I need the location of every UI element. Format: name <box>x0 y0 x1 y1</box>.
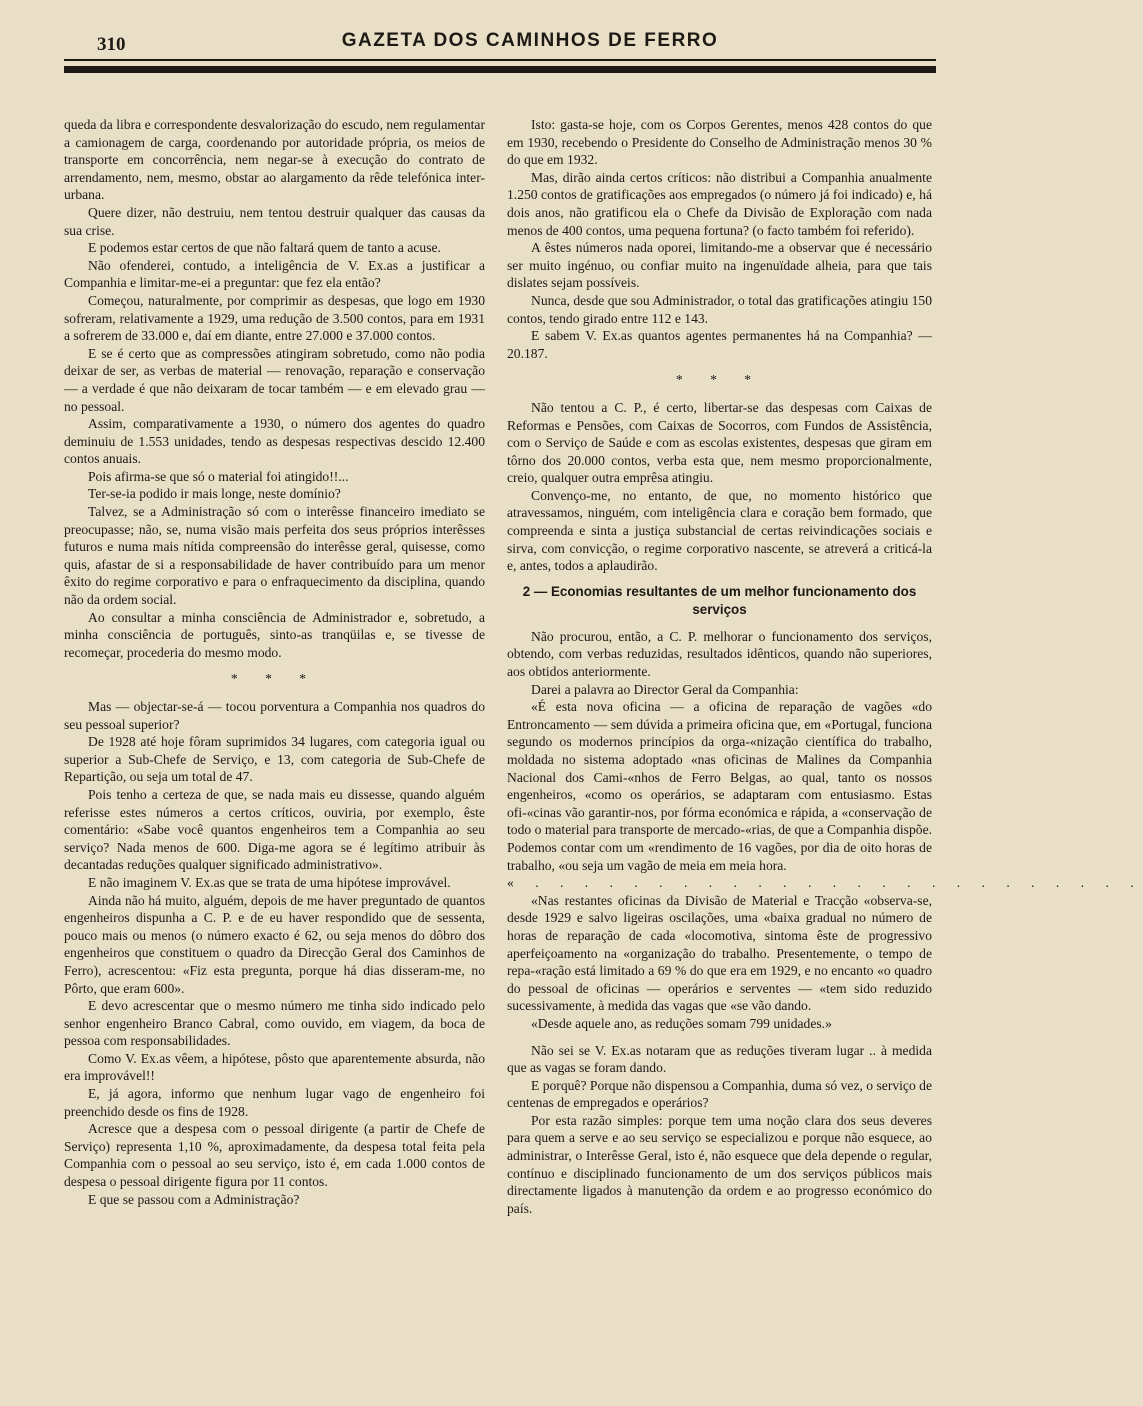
paragraph: E devo acrescentar que o mesmo número me tinha sido indicado pelo senhor engenheiro Branco Cabral, como ouvido, em viagem, da boca de pessoa com responsabilidades. <box>64 998 485 1049</box>
page-number: 310 <box>97 34 126 55</box>
quoted-paragraph: «Nas restantes oficinas da Divisão de Material e Tracção «observa-se, desde 1929 e salvo ligeiras oscilações, uma «baixa gradual no número de horas de reparação de cada «locomotiva, sintoma êste de progressivo aperfeiçoamento na «organização do trabalho. Presentemente, o tempo de repa-«ração está limitado a 69 % do que era em 1929, e no encanto «o quadro do pessoal de oficinas — operários e serventes — «tem sido reduzido sucessivamente, à medida das vagas que «se vão dando. <box>507 892 932 1014</box>
paragraph: Nunca, desde que sou Administrador, o total das gratificações atingiu 150 contos, tendo girado entre 112 e 143. <box>507 292 932 326</box>
paragraph: Não procurou, então, a C. P. melhorar o funcionamento dos serviços, obtendo, com verbas reduzidas, resultados idênticos, quando não superiores, aos obtidos anteriormente. <box>507 628 932 680</box>
paragraph: Por esta razão simples: porque tem uma noção clara dos seus deveres para quem a serve e ao seu serviço se especializou e porque não esquece, ao administrar, o Interêsse Geral, isto é, não esquece que dela depende o regular, contínuo e disciplinado funcionamento de um dos serviços públicos mais directamente ligados à manutenção da ordem e ao progresso económico do país. <box>507 1112 932 1216</box>
paragraph: Talvez, se a Administração só com o interêsse financeiro imediato se preocupasse; não, se, numa visão mais perfeita dos seus próprios interêsses futuros e numa mais nítida compreensão do interêsse geral, quisesse, como quis, afastar de si a responsabilidade de haver contribuído para um menor êxito do regime corporativo e para o enfraquecimento da disciplina, quando não da ordem social. <box>64 504 485 608</box>
right-column <box>507 116 1143 1217</box>
section-separator: * * * <box>230 671 319 687</box>
quoted-paragraph: «É esta nova oficina — a oficina de reparação de vagões «do Entroncamento — sem dúvida a primeira oficina que, em «Portugal, funciona segundo os modernos princípios da orga-«nização científica do trabalho, moldada no sistema adoptado «nas oficinas de Malines da Companhia Nacional dos Cami-«nhos de Ferro Belgas, ao qual, tanto os nossos engenheiros, «como os operários, se adaptaram com entusiasmo. Estas ofi-«cinas vão garantir-nos, por fórma económica e rápida, a «conservação de todo o material para transporte de mercado-«rias, de que a Companhia dispõe. Podemos contar com um «rendimento de 16 vagões, por dia de oito horas de trabalho, «ou seja um vagão de meia em meia hora. <box>507 699 932 873</box>
paragraph: Começou, naturalmente, por comprimir as despesas, que logo em 1930 sofreram, relativamente a 1929, uma redução de 3.500 contos, para em 1931 a sofrerem de 33.000 e, daí em diante, entre 27.000 e 37.000 contos. <box>64 292 485 344</box>
paragraph: Pois tenho a certeza de que, se nada mais eu dissesse, quando alguém referisse estes números a certos críticos, ouviria, por exemplo, êste comentário: «Sabe você quantos engenheiros tem a Companhia ao seu serviço? Nada menos de 600. Diga-me agora se é legítimo atribuir às decantadas reduções qualquer significado administrativo». <box>64 786 485 873</box>
paragraph: Ter-se-ia podido ir mais longe, neste domínio? <box>88 486 341 502</box>
paragraph: E não imaginem V. Ex.as que se trata de uma hipótese improvável. <box>88 874 451 890</box>
paragraph: E podemos estar certos de que não faltará quem de tanto a acuse. <box>88 240 441 256</box>
paragraph: Acresce que a despesa com o pessoal dirigente (a partir de Chefe de Serviço) representa 1,10 %, aproximadamente, da despesa total feita pela Companhia com o pessoal ao seu serviço, isto é, em cada 1.000 contos de despesa o pessoal dirigente figura por 11 contos. <box>64 1121 485 1190</box>
section-heading: 2 — Economias resultantes de um melhor funcionamento dos serviços <box>522 583 917 617</box>
paragraph: Não ofenderei, contudo, a inteligência de V. Ex.as a justificar a Companhia e limitar-me-ei a preguntar: que fez ela então? <box>64 257 485 291</box>
paragraph: Como V. Ex.as vêem, a hipótese, pôsto que aparentemente absurda, não era improvável!! <box>64 1050 485 1084</box>
section-separator: * * * <box>675 372 764 388</box>
paragraph: E sabem V. Ex.as quantos agentes permanentes há na Companhia? — 20.187. <box>507 328 932 361</box>
paragraph: Assim, comparativamente a 1930, o número dos agentes do quadro deminuiu de 1.553 unidades, tendo as despesas respectivas descido 12.400 contos anuais. <box>64 416 485 467</box>
paragraph: E se é certo que as compressões atingiram sobretudo, como não podia deixar de ser, as verbas de material — renovação, reparação e conservação — a verdade é que não deixaram de tocar também — e em elevado grau — no pessoal. <box>64 345 485 414</box>
paragraph: Quere dizer, não destruiu, nem tentou destruir qualquer das causas da sua crise. <box>64 204 485 238</box>
header-rule-thin <box>64 59 936 61</box>
paragraph: A êstes números nada oporei, limitando-me a observar que é necessário ser muito ingénuo, ou confiar muito na ingenuïdade alheia, para que tais dislates sejam possíveis. <box>507 240 932 291</box>
paragraph: Isto: gasta-se hoje, com os Corpos Gerentes, menos 428 contos do que em 1930, recebendo o Presidente do Conselho de Administração menos 30 % do que em 1932. <box>507 117 932 168</box>
paragraph: queda da libra e correspondente desvalorização do escudo, nem regulamentar a camionagem de carga, coordenando por autoridade própria, os meios de transporte em concorrência, nem negar-se à execução do contrato de arrendamento, nem, mesmo, obstar ao alargamento da rêde telefónica inter-urbana. <box>64 117 485 203</box>
paragraph: E, já agora, informo que nenhum lugar vago de engenheiro foi preenchido desde os fins de 1928. <box>64 1086 485 1119</box>
paragraph: Não tentou a C. P., é certo, libertar-se das despesas com Caixas de Reformas e Pensões, com Caixas de Socorros, com Fundos de Assistência, com o Serviço de Saúde e com as escolas existentes, despesas que giram em tôrno dos 20.000 contos, verba esta que, nem mesmo proporcionalmente, creio, qualquer outra emprêsa atingiu. <box>507 399 932 486</box>
paragraph: Mas, dirão ainda certos críticos: não distribui a Companhia anualmente 1.250 contos de gratificações aos empregados (o número já foi indicado) e, há dois anos, não gratificou ela o Chefe da Divisão de Exploração com nada menos de 400 contos, uma pequena fortuna? (o facto também foi referido). <box>507 169 932 238</box>
paragraph: Convenço-me, no entanto, de que, no momento histórico que atravessamos, ninguém, com inteligência clara e coração bem formado, que compreenda e sinta a justiça substancial de certas reivindicações sociais e sirva, com convicção, o regime corporativo nascente, se atreverá a criticá-la e, antes, todos a aplaudirão. <box>507 487 932 574</box>
ellipsis-line: « . . . . . . . . . . . . . . . . . . . . . . . . . <box>507 875 1143 891</box>
quoted-paragraph: «Desde aquele ano, as reduções somam 799 unidades.» <box>531 1015 832 1031</box>
paragraph: De 1928 até hoje fôram suprimidos 34 lugares, com categoria igual ou superior a Sub-Chefe de Serviço, e 13, com categoria de Sub-Chefe de Repartição, ou seja um total de 47. <box>64 734 485 785</box>
paragraph: E porquê? Porque não dispensou a Companhia, duma só vez, o serviço de centenas de empregados e operários? <box>507 1077 932 1111</box>
paragraph: Pois afirma-se que só o material foi atingido!!... <box>88 468 349 484</box>
paragraph: Mas — objectar-se-á — tocou porventura a Companhia nos quadros do seu pessoal superior? <box>64 699 485 732</box>
header-rule-thick <box>64 66 936 73</box>
paragraph: Ainda não há muito, alguém, depois de me haver preguntado de quantos engenheiros dispunha a C. P. e de eu haver respondido que de sessenta, pouco mais ou menos (o número exacto é 62, ou seja menos do dôbro dos engenheiros que constituem o quadro da Direcção Geral dos Caminhos de Ferro), acrescentou: «Fiz esta pregunta, porque há dias disseram-me, no Pôrto, que eram 600». <box>64 892 485 996</box>
paragraph: E que se passou com a Administração? <box>88 1191 300 1207</box>
journal-title: GAZETA DOS CAMINHOS DE FERRO <box>341 30 719 51</box>
left-column <box>64 116 485 1208</box>
paragraph: Darei a palavra ao Director Geral da Companhia: <box>531 681 799 697</box>
paragraph: Não sei se V. Ex.as notaram que as reduções tiveram lugar .. à medida que as vagas se foram dando. <box>507 1042 932 1076</box>
paragraph: Ao consultar a minha consciência de Administrador e, sobretudo, a minha consciência de português, sinto-as tranqüilas e, se tivesse de recomeçar, procederia do mesmo modo. <box>64 609 485 660</box>
